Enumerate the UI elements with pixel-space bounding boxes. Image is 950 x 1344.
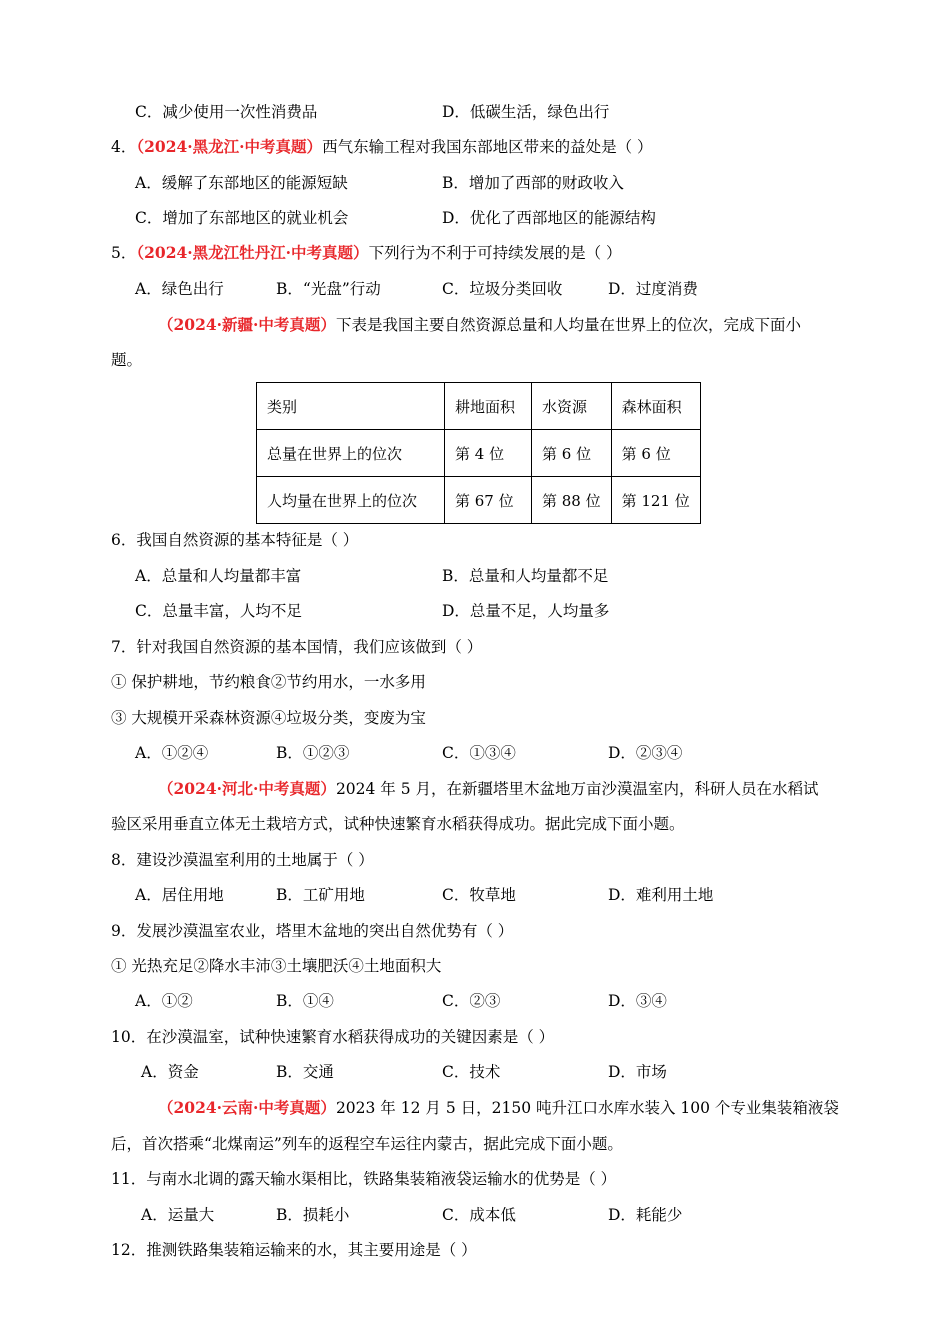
table-row (257, 477, 701, 524)
q5-option-d: D．过度消费 (608, 280, 698, 298)
q7-statement-1: ① 保护耕地，节约粮食②节约用水，一水多用 (111, 673, 426, 691)
q9-stem: 9．发展沙漠温室农业，塔里木盆地的突出自然优势有（ ） (111, 922, 514, 940)
q11-option-b: B．损耗小 (276, 1206, 350, 1224)
q4-stem: 4．（2024·黑龙江·中考真题）西气东输工程对我国东部地区带来的益处是（ ） (111, 137, 653, 156)
q8-option-a: A．居住用地 (135, 886, 224, 904)
passage2-line2: 验区采用垂直立体无土栽培方式，试种快速繁育水稻获得成功。据此完成下面小题。 (111, 815, 685, 833)
passage1-line1: （2024·新疆·中考真题）下表是我国主要自然资源总量和人均量在世界上的位次，完成下面小 (158, 315, 801, 334)
q7-statement-2: ③ 大规模开采森林资源④垃圾分类，变废为宝 (111, 709, 426, 727)
table-cell: 第 67 位 (445, 477, 532, 524)
q6-option-a: A．总量和人均量都丰富 (135, 567, 302, 585)
table-cell: 人均量在世界上的位次 (257, 477, 445, 524)
q10-option-b: B．交通 (276, 1063, 334, 1081)
q5-option-b: B．“光盘”行动 (276, 280, 381, 298)
passage2-source-tag: （2024·河北·中考真题） (158, 779, 336, 798)
q4-option-b: B．增加了西部的财政收入 (442, 174, 624, 192)
table-header-cell: 耕地面积 (445, 383, 532, 430)
q4-option-d: D．优化了西部地区的能源结构 (442, 209, 656, 227)
table-header-cell: 水资源 (532, 383, 612, 430)
table-header-cell: 森林面积 (611, 383, 700, 430)
q5-option-c: C．垃圾分类回收 (442, 280, 563, 298)
q11-option-d: D．耗能少 (608, 1206, 683, 1224)
q6-option-d: D．总量不足，人均量多 (442, 602, 610, 620)
q9-option-a: A．①② (135, 992, 193, 1010)
passage3-source-tag: （2024·云南·中考真题） (158, 1098, 336, 1117)
q8-option-b: B．工矿用地 (276, 886, 365, 904)
passage3-line2: 后，首次搭乘“北煤南运”列车的返程空车运往内蒙古，据此完成下面小题。 (111, 1135, 623, 1153)
passage1-line2: 题。 (111, 351, 143, 369)
q4-option-a: A．缓解了东部地区的能源短缺 (135, 174, 348, 192)
q11-stem: 11．与南水北调的露天输水渠相比，铁路集装箱液袋运输水的优势是（ ） (111, 1170, 617, 1188)
resource-rank-table (256, 382, 701, 524)
q10-stem: 10．在沙漠温室，试种快速繁育水稻获得成功的关键因素是（ ） (111, 1028, 555, 1046)
passage2-line1: （2024·河北·中考真题）2024 年 5 月，在新疆塔里木盆地万亩沙漠温室内，科研人员在水稻试 (158, 779, 819, 798)
passage3-line1: （2024·云南·中考真题）2023 年 12 月 5 日，2150 吨升江口水库水装入 100 个专业集装箱液袋 (158, 1098, 839, 1117)
q6-option-b: B．总量和人均量都不足 (442, 567, 609, 585)
table-cell: 总量在世界上的位次 (257, 430, 445, 477)
q10-option-c: C．技术 (442, 1063, 501, 1081)
table-cell: 第 6 位 (532, 430, 612, 477)
q7-option-a: A．①②④ (135, 744, 209, 762)
q7-option-c: C．①③④ (442, 744, 516, 762)
q10-option-d: D．市场 (608, 1063, 667, 1081)
q6-option-c: C．总量丰富，人均不足 (135, 602, 302, 620)
table-header-cell: 类别 (257, 383, 445, 430)
q5-option-a: A．绿色出行 (135, 280, 224, 298)
q8-stem: 8．建设沙漠温室利用的土地属于（ ） (111, 851, 374, 869)
q8-option-c: C．牧草地 (442, 886, 516, 904)
q4-source-tag: （2024·黑龙江·中考真题） (136, 137, 323, 156)
q7-option-b: B．①②③ (276, 744, 350, 762)
q5-source-tag: （2024·黑龙江牡丹江·中考真题） (136, 243, 369, 262)
table-cell: 第 121 位 (611, 477, 700, 524)
table-header-row (257, 383, 701, 430)
q9-statement-1: ① 光热充足②降水丰沛③土壤肥沃④土地面积大 (111, 957, 442, 975)
q3-option-c: C．减少使用一次性消费品 (135, 103, 318, 121)
q5-stem: 5．（2024·黑龙江牡丹江·中考真题）下列行为不利于可持续发展的是（ ） (111, 243, 622, 262)
q7-stem: 7．针对我国自然资源的基本国情，我们应该做到（ ） (111, 638, 483, 656)
q8-option-d: D．难利用土地 (608, 886, 714, 904)
q11-option-c: C．成本低 (442, 1206, 516, 1224)
q9-option-c: C．②③ (442, 992, 501, 1010)
table-cell: 第 88 位 (532, 477, 612, 524)
q7-option-d: D．②③④ (608, 744, 683, 762)
q11-option-a: A．运量大 (141, 1206, 215, 1224)
q6-stem: 6．我国自然资源的基本特征是（ ） (111, 531, 359, 549)
q3-option-d: D．低碳生活，绿色出行 (442, 103, 610, 121)
q4-option-c: C．增加了东部地区的就业机会 (135, 209, 349, 227)
table-row (257, 430, 701, 477)
table-cell: 第 4 位 (445, 430, 532, 477)
q9-option-b: B．①④ (276, 992, 334, 1010)
passage1-source-tag: （2024·新疆·中考真题） (158, 315, 336, 334)
q10-option-a: A．资金 (141, 1063, 199, 1081)
table-cell: 第 6 位 (611, 430, 700, 477)
q9-option-d: D．③④ (608, 992, 667, 1010)
q12-stem: 12．推测铁路集装箱运输来的水，其主要用途是（ ） (111, 1241, 477, 1259)
